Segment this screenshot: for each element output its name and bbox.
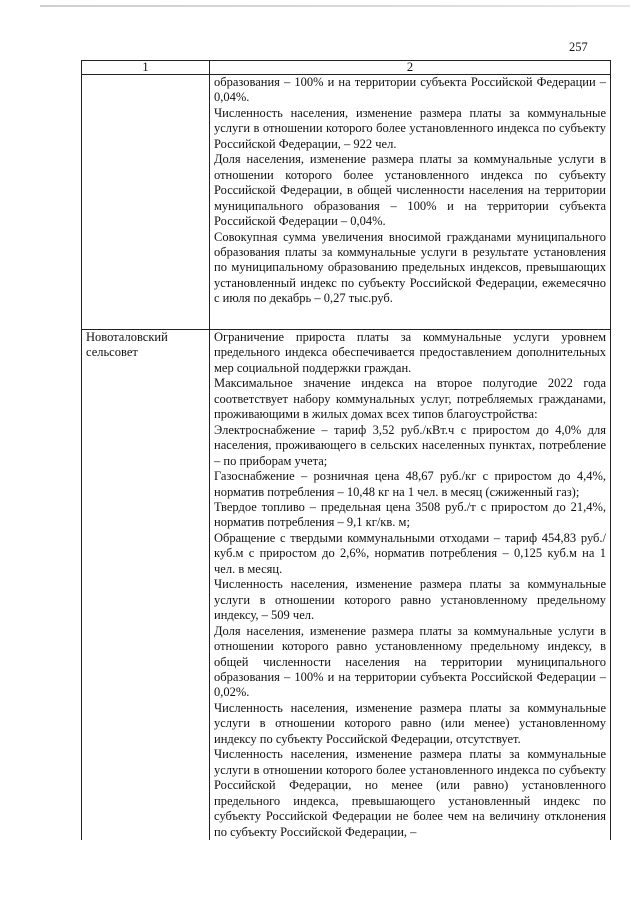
paragraph: Твердое топливо – предельная цена 3508 руб./т с приростом до 21,4%, норматив потребления – 9,1 кг/кв. м; xyxy=(214,499,606,530)
table-row xyxy=(82,330,611,840)
scan-edge-line xyxy=(40,5,630,7)
paragraph: Ограничение прироста платы за коммунальные услуги уровнем предельного индекса обеспечивается предоставлением дополнительных мер социальной поддержки граждан. xyxy=(214,330,606,375)
paragraph: Численность населения, изменение размера платы за коммунальные услуги в отношении которого более установленного индекса по субъекту Российской Федерации, – 922 чел. xyxy=(214,105,606,151)
paragraph: Численность населения, изменение размера платы за коммунальные услуги в отношении которого равно (или менее) установленному индексу по субъекту Российской Федерации, отсутствует. xyxy=(214,700,606,746)
paragraph: Численность населения, изменение размера платы за коммунальные услуги в отношении которого более установленного индекса по субъекту Российской Федерации, но менее (или равно) установленного предельного индекса, превышающего установленный индекс по субъекту Российской Федерации не более чем на величину отклонения по субъекту Российской Федерации, – xyxy=(214,747,606,839)
entity-cell xyxy=(82,75,210,330)
paragraph: Доля населения, изменение размера платы за коммунальные услуги в отношении которого равно установленному предельному индексу, в общей численности населения на территории муниципального образования – 100% и на территории субъекта Российской Федерации – 0,02%. xyxy=(214,623,606,700)
paragraph: Электроснабжение – тариф 3,52 руб./кВт.ч с приростом до 4,0% для населения, проживающего в сельских населенных пунктах, потребление – по приборам учета; xyxy=(214,422,606,468)
column-header-2: 2 xyxy=(210,61,611,75)
content-cell xyxy=(210,75,611,330)
paragraph: Газоснабжение – розничная цена 48,67 руб./кг с приростом до 4,4%, норматив потребления – 10,48 кг на 1 чел. в месяц (сжиженный газ); xyxy=(214,469,606,499)
content-cell xyxy=(210,330,611,840)
paragraph: Численность населения, изменение размера платы за коммунальные услуги в отношении которого равно установленному предельному индексу, – 509 чел. xyxy=(214,577,606,623)
paragraph: Максимальное значение индекса на второе полугодие 2022 года соответствует набору коммунальных услуг, потребляемых гражданами, проживающими в жилых домах всех типов благоустройства: xyxy=(214,376,606,422)
table-header-row xyxy=(82,61,611,75)
entity-cell: Новоталовский сельсовет xyxy=(82,330,210,840)
table-row xyxy=(82,75,611,330)
paragraph: образования – 100% и на территории субъекта Российской Федерации – 0,04%. xyxy=(214,75,606,105)
page-number: 257 xyxy=(569,40,588,54)
paragraph: Совокупная сумма увеличения вносимой гражданами муниципального образования платы за коммунальные услуги в результате установления по муниципальному образованию предельных индексов, превышающих установленный индекс по субъекту Российской Федерации, ежемесячно с июля по декабрь – 0,27 тыс.руб. xyxy=(214,229,606,306)
paragraph: Обращение с твердыми коммунальными отходами – тариф 454,83 руб./куб.м с приростом до 2,6%, норматив потребления – 0,125 куб.м на 1 чел. в месяц. xyxy=(214,530,606,576)
column-header-1: 1 xyxy=(82,61,210,75)
paragraph: Доля населения, изменение размера платы за коммунальные услуги в отношении которого более установленного индекса по субъекту Российской Федерации, в общей численности населения на территории муниципального образования – 100% и на территории субъекта Российской Федерации – 0,04%. xyxy=(214,152,606,229)
document-table xyxy=(81,60,611,840)
